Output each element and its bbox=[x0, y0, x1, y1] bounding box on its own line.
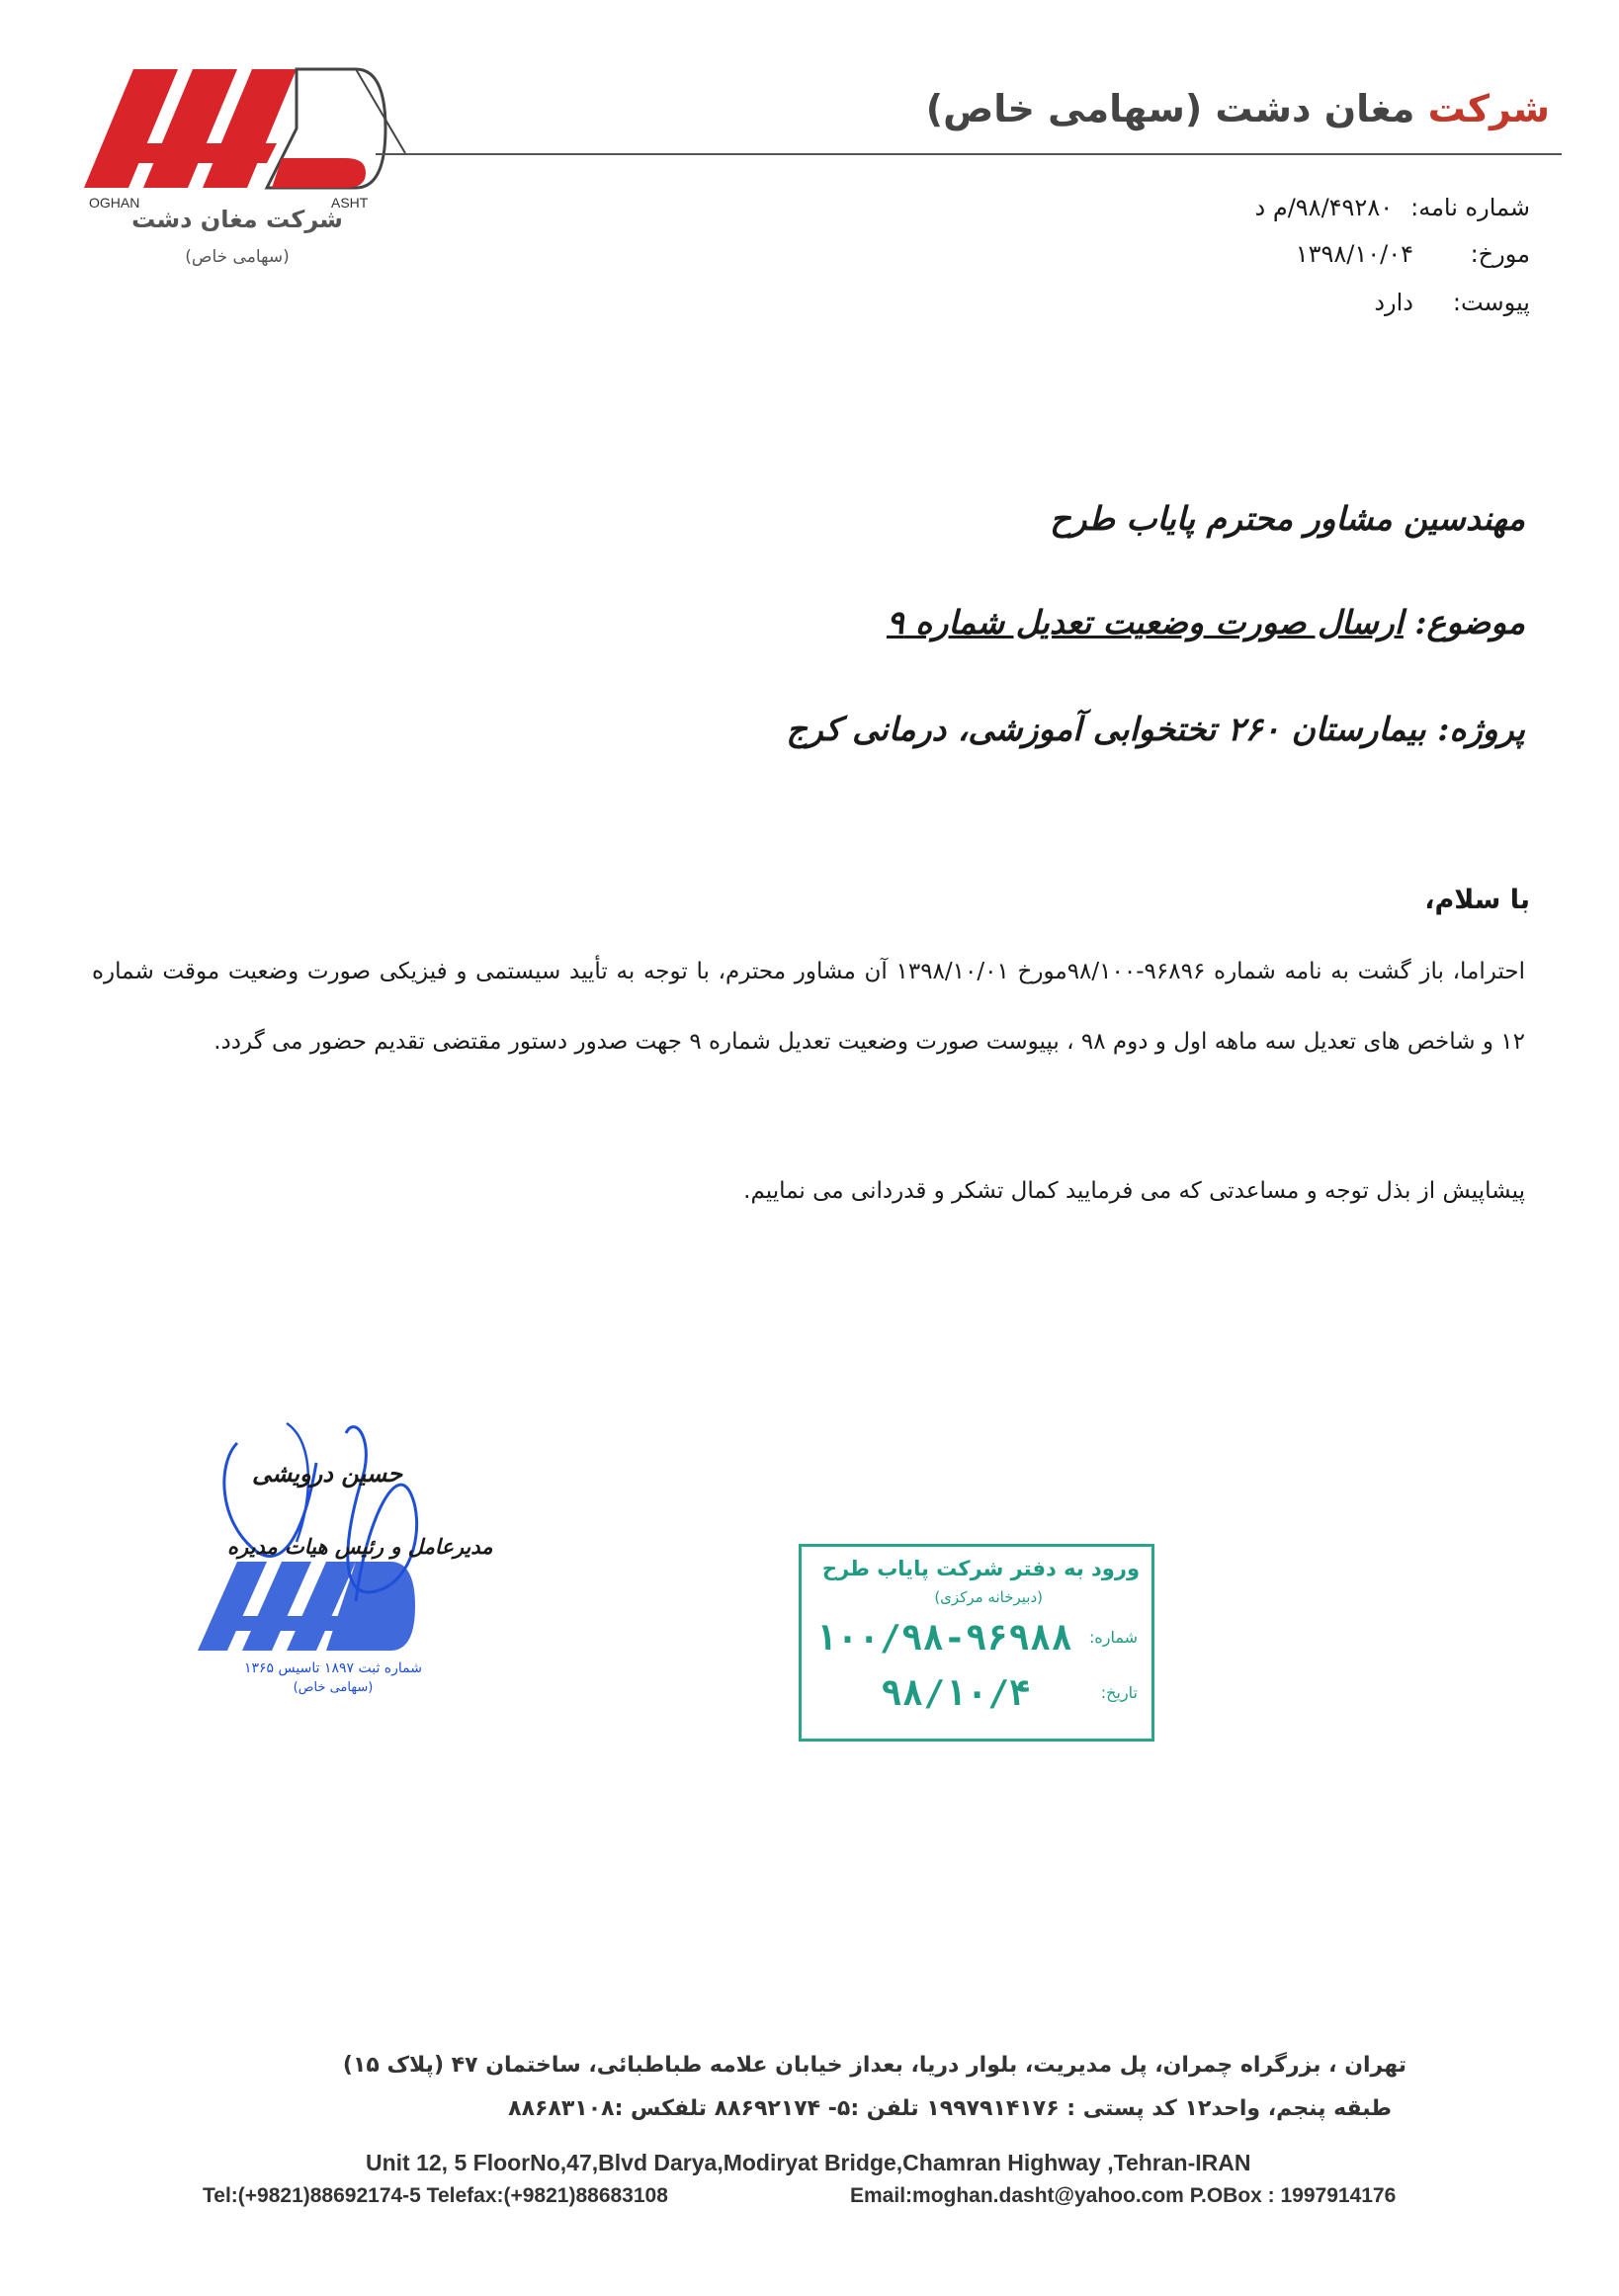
subject-label: موضوع: bbox=[1414, 603, 1525, 641]
subject-line bbox=[887, 603, 1525, 641]
logo-wordmark-right: ASHT bbox=[331, 195, 369, 211]
footer-email-en: Email:moghan.dasht@yahoo.com P.OBox : 1997914176 bbox=[850, 2184, 1397, 2207]
logo-subcaption: (سهامی خاص) bbox=[185, 247, 290, 267]
logo-roof-line bbox=[356, 69, 405, 153]
stamp-subtitle: (دبیرخانه مرکزی) bbox=[934, 1588, 1043, 1606]
footer-address-fa: تهران ، بزرگراه چمران، پل مدیریت، بلوار دریا، بعداز خیابان علامه طباطبائی، ساختمان ۴۷ (پلاک ۱۵) bbox=[342, 2053, 1406, 2078]
body-paragraph-1: احتراما، باز گشت به نامه شماره ۹۶۸۹۶-۹۸/۱۰۰مورخ ۱۳۹۸/۱۰/۰۱ آن مشاور محترم، با توجه به تأیید سیستمی و فیزیکی صورت وضعیت موقت شماره ۱۲ و شاخص های تعدیل سه ماهه اول و دوم ۹۸ ، بپیوست صورت وضعیت تعدیل شماره ۹ جهت صدور دستور مقتضی تقدیم حضور می گردد. bbox=[92, 959, 1525, 1055]
project-text: بیمارستان ۲۶۰ تختخوابی آموزشی، درمانی کرج bbox=[786, 710, 1426, 748]
date-label: مورخ: bbox=[1470, 240, 1530, 268]
logo-d-fill bbox=[272, 158, 366, 188]
stamp-title: ورود به دفتر شرکت پایاب طرح bbox=[821, 1557, 1140, 1580]
letter-number-label: شماره نامه: bbox=[1410, 194, 1530, 221]
seal-logo-bars bbox=[198, 1562, 415, 1651]
footer-tel-en: Tel:(+9821)88692174-5 Telefax:(+9821)88683108 bbox=[203, 2184, 668, 2207]
logo-wordmark-left: OGHAN bbox=[89, 195, 140, 211]
stamp-number-value: ۱۰۰/۹۸-۹۶۹۸۸ bbox=[815, 1618, 1073, 1658]
company-name-rest: مغان دشت (سهامی خاص) bbox=[925, 87, 1415, 130]
project-line bbox=[786, 710, 1525, 748]
footer-contact-fa: طبقه پنجم، واحد۱۲ کد پستی : ۱۹۹۷۹۱۴۱۷۶ تلفن :۵- ۸۸۶۹۲۱۷۴ تلفکس :۸۸۶۸۳۱۰۸ bbox=[508, 2096, 1392, 2121]
addressee: مهندسین مشاور محترم پایاب طرح bbox=[1050, 499, 1525, 538]
logo-red-bars bbox=[84, 69, 297, 188]
receipt-stamp bbox=[799, 1544, 1154, 1742]
company-name-header bbox=[926, 87, 1550, 130]
project-label: پروژه: bbox=[1437, 710, 1525, 748]
stamp-date-value: ۹۸/۱۰/۴ bbox=[881, 1673, 1031, 1714]
stamp-date-label: تاریخ: bbox=[1100, 1683, 1138, 1702]
seal-registration: شماره ثبت ۱۸۹۷ تاسیس ۱۳۶۵ bbox=[244, 1660, 422, 1676]
stamp-number-label: شماره: bbox=[1088, 1628, 1138, 1647]
letter-number-value: ۹۸/۴۹۲۸۰/م د bbox=[1254, 194, 1394, 221]
signer-title: مدیرعامل و رئیس هیات مدیره bbox=[227, 1534, 493, 1559]
date-value: ۱۳۹۸/۱۰/۰۴ bbox=[1295, 240, 1413, 268]
signer-name: حسین درویشی bbox=[252, 1459, 403, 1488]
attachment-value: دارد bbox=[1374, 289, 1413, 316]
seal-company-type: (سهامی خاص) bbox=[293, 1680, 374, 1695]
attachment-row bbox=[1374, 289, 1530, 316]
date-row bbox=[1296, 240, 1530, 268]
header-divider bbox=[376, 153, 1562, 155]
footer-address-en: Unit 12, 5 FloorNo,47,Blvd Darya,Modiryat Bridge,Chamran Highway ,Tehran-IRAN bbox=[366, 2150, 1251, 2175]
letter-number-row bbox=[1255, 194, 1530, 221]
logo-caption: شرکت مغان دشت bbox=[131, 206, 343, 233]
company-name-fit: شرکت bbox=[1427, 87, 1550, 130]
attachment-label: پیوست: bbox=[1452, 289, 1530, 316]
greeting: با سلام، bbox=[1424, 885, 1530, 915]
body-paragraph-2: پیشاپیش از بذل توجه و مساعدتی که می فرمایید کمال تشکر و قدردانی می نماییم. bbox=[743, 1178, 1525, 1204]
subject-text: ارسال صورت وضعیت تعدیل شماره ۹ bbox=[886, 603, 1404, 641]
